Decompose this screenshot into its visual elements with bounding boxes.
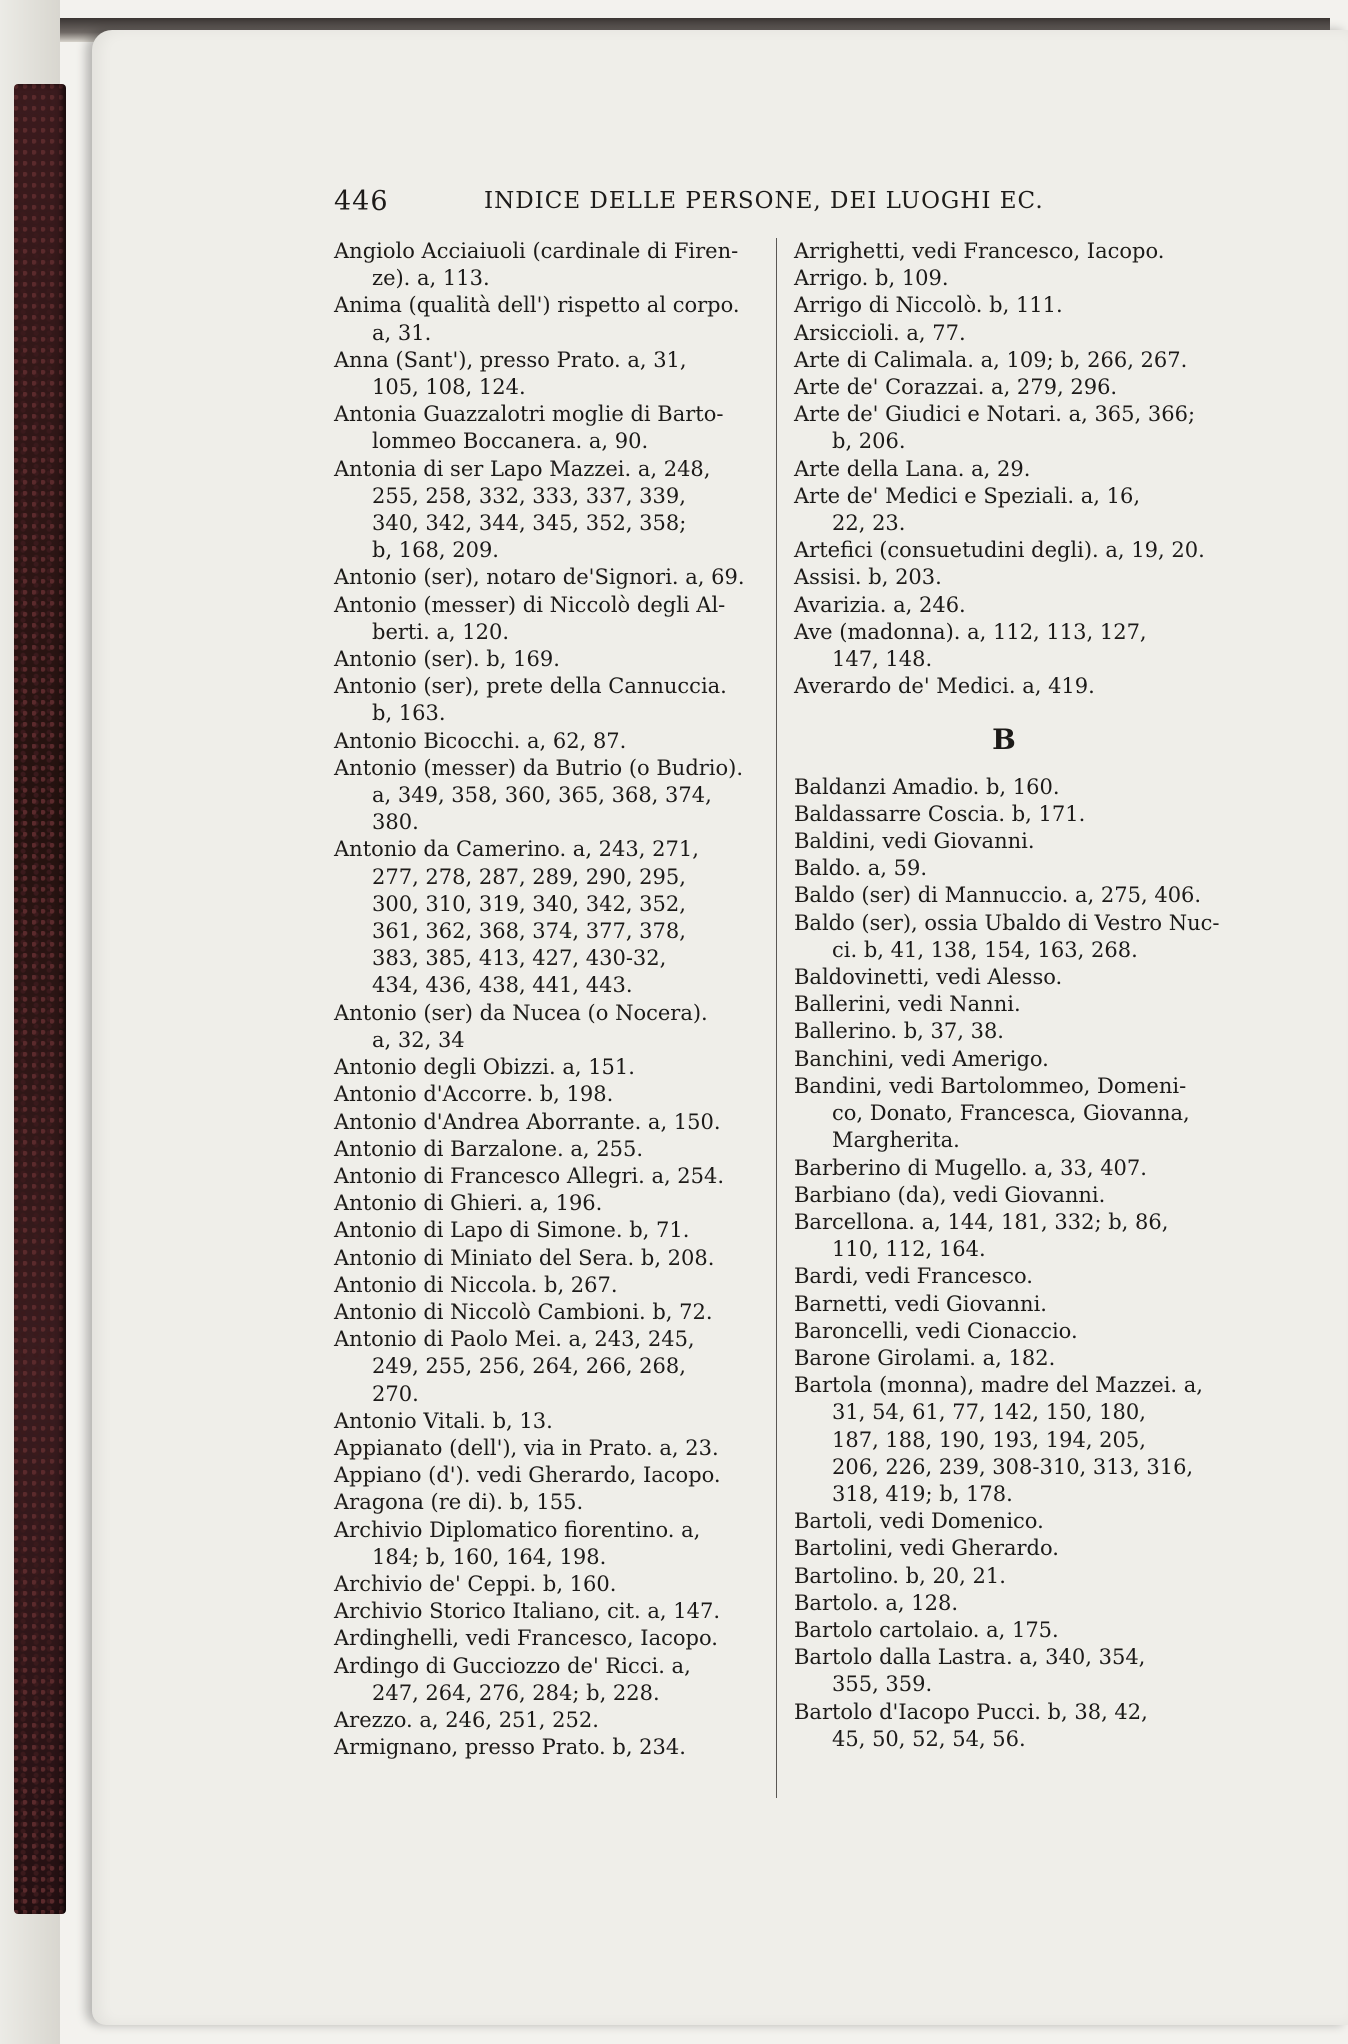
index-entry-line: Arte de' Corazzai. a, 279, 296.: [794, 375, 1118, 400]
index-entry-continuation: b, 206.: [832, 429, 906, 454]
index-entry-line: Antonio (ser) da Nucea (o Nocera).: [334, 1000, 708, 1025]
index-entry-line: Bandini, vedi Bartolommeo, Domeni-: [794, 1073, 1187, 1098]
index-entry: [794, 238, 1224, 265]
index-entry-line: Antonio di Francesco Allegri. a, 254.: [334, 1163, 725, 1188]
index-entry: [794, 1617, 1224, 1644]
index-entry: [794, 673, 1224, 700]
index-entry: [334, 646, 754, 673]
page-header: [334, 186, 1194, 216]
index-entry-line: Baldini, vedi Giovanni.: [794, 829, 1035, 854]
index-entry: [334, 1462, 754, 1489]
index-entry-line: Appianato (dell'), via in Prato. a, 23.: [334, 1435, 719, 1460]
index-entry-continuation: 380.: [372, 810, 419, 835]
index-entry: [794, 964, 1224, 991]
index-entry: [334, 673, 754, 727]
index-entry: [334, 1517, 754, 1571]
index-entry-line: Baldo (ser), ossia Ubaldo di Vestro Nuc-: [794, 910, 1220, 935]
index-entry: [794, 564, 1224, 591]
index-entry-line: Anima (qualità dell') rispetto al corpo.: [334, 293, 740, 318]
index-entry-continuation: lommeo Boccanera. a, 90.: [372, 429, 649, 454]
index-entry-line: Ardinghelli, vedi Francesco, Iacopo.: [334, 1626, 718, 1651]
index-entry: [334, 1734, 754, 1761]
index-entry-line: Arezzo. a, 246, 251, 252.: [334, 1707, 599, 1732]
index-entry-line: Arte della Lana. a, 29.: [794, 456, 1031, 481]
index-entry-continuation: 45, 50, 52, 54, 56.: [832, 1726, 1026, 1751]
index-entry: [334, 1109, 754, 1136]
index-entry-line: Ave (madonna). a, 112, 113, 127,: [794, 619, 1147, 644]
index-entry-continuation: 105, 108, 124.: [372, 375, 526, 400]
index-entry-continuation: 318, 419; b, 178.: [832, 1481, 1013, 1506]
index-entry-continuation: 361, 362, 368, 374, 377, 378,: [372, 919, 686, 944]
index-entry-continuation: 249, 255, 256, 264, 266, 268,: [372, 1354, 686, 1379]
index-entry-continuation: 206, 226, 239, 308-310, 313, 316,: [832, 1454, 1194, 1479]
index-entry-line: Barbiano (da), vedi Giovanni.: [794, 1182, 1106, 1207]
index-column-left: [334, 238, 754, 1761]
index-entry-line: Artefici (consuetudini degli). a, 19, 20.: [794, 538, 1205, 563]
index-entry-line: Antonio da Camerino. a, 243, 271,: [334, 837, 699, 862]
index-entry: [334, 1190, 754, 1217]
index-entry: [794, 265, 1224, 292]
index-entry-line: Baldanzi Amadio. b, 160.: [794, 774, 1060, 799]
index-entry-line: Antonio di Miniato del Sera. b, 208.: [334, 1245, 715, 1270]
index-entry: [334, 238, 754, 292]
index-entry: [334, 347, 754, 401]
index-entry: [794, 991, 1224, 1018]
index-entry-continuation: 255, 258, 332, 333, 337, 339,: [372, 483, 686, 508]
index-entry-line: Arrighetti, vedi Francesco, Iacopo.: [794, 239, 1165, 263]
index-entry-line: Armignano, presso Prato. b, 234.: [334, 1735, 686, 1760]
index-entry: [794, 292, 1224, 319]
index-entry-line: Banchini, vedi Amerigo.: [794, 1046, 1049, 1071]
index-entry-line: Arrigo. b, 109.: [794, 266, 949, 291]
index-entry-line: Bartoli, vedi Domenico.: [794, 1509, 1044, 1534]
index-entry-continuation: 383, 385, 413, 427, 430-32,: [372, 946, 667, 971]
index-entry-line: Barberino di Mugello. a, 33, 407.: [794, 1155, 1147, 1180]
index-entry: [794, 1644, 1224, 1698]
index-entry: [794, 320, 1224, 347]
index-entry: [794, 1018, 1224, 1045]
index-entry: [334, 1299, 754, 1326]
index-entry-line: Antonia Guazzalotri moglie di Barto-: [334, 402, 724, 427]
index-entry-line: Arte di Calimala. a, 109; b, 266, 267.: [794, 347, 1188, 372]
index-entry-continuation: b, 168, 209.: [372, 538, 499, 563]
index-entry-line: Baldo. a, 59.: [794, 856, 928, 881]
index-entry-line: Antonio di Lapo di Simone. b, 71.: [334, 1218, 690, 1243]
index-entry-line: Antonio di Paolo Mei. a, 243, 245,: [334, 1327, 695, 1352]
index-entry: [334, 1598, 754, 1625]
index-entry-line: Averardo de' Medici. a, 419.: [794, 674, 1095, 699]
index-entry: [334, 836, 754, 999]
index-entry-continuation: a, 31.: [372, 320, 432, 345]
index-entry-continuation: 300, 310, 319, 340, 342, 352,: [372, 891, 686, 916]
index-entry-line: Antonio (messer) di Niccolò degli Al-: [334, 592, 726, 617]
index-entry-continuation: 247, 264, 276, 284; b, 228.: [372, 1680, 660, 1705]
index-entry: [334, 728, 754, 755]
index-entry-line: Archivio Diplomatico fiorentino. a,: [334, 1517, 701, 1542]
index-entry-line: Arrigo di Niccolò. b, 111.: [794, 293, 1063, 318]
index-entry-line: Ballerini, vedi Nanni.: [794, 992, 1021, 1017]
index-entry-line: Antonio (ser). b, 169.: [334, 647, 560, 672]
index-entry-line: Antonio di Niccola. b, 267.: [334, 1272, 618, 1297]
index-entry: [794, 1318, 1224, 1345]
index-entry: [334, 1408, 754, 1435]
index-entry: [794, 1535, 1224, 1562]
index-entry-line: Bartolo. a, 128.: [794, 1590, 959, 1615]
index-entry-line: Barone Girolami. a, 182.: [794, 1345, 1056, 1370]
index-entry-line: Arsiccioli. a, 77.: [794, 320, 966, 345]
section-letter: B: [992, 723, 1016, 757]
index-entry: [334, 1163, 754, 1190]
index-entry: [794, 374, 1224, 401]
index-column-right: [794, 238, 1224, 1753]
index-entry: [794, 1291, 1224, 1318]
index-entry: [334, 292, 754, 346]
index-entry-line: Antonio di Barzalone. a, 255.: [334, 1136, 644, 1161]
column-divider: [776, 238, 777, 1798]
index-entry-line: Bartola (monna), madre del Mazzei. a,: [794, 1373, 1203, 1398]
index-entry: [334, 1489, 754, 1516]
index-entry: [334, 1435, 754, 1462]
index-entry-continuation: 184; b, 160, 164, 198.: [372, 1544, 607, 1569]
index-entry-line: Bartolo d'Iacopo Pucci. b, 38, 42,: [794, 1699, 1148, 1724]
index-entry-line: Antonio degli Obizzi. a, 151.: [334, 1055, 635, 1080]
index-entry-line: Angiolo Acciaiuoli (cardinale di Firen-: [334, 239, 739, 263]
index-entry: [794, 1209, 1224, 1263]
index-entry: [794, 828, 1224, 855]
index-entry-continuation: 31, 54, 61, 77, 142, 150, 180,: [832, 1400, 1146, 1425]
index-entry: [334, 401, 754, 455]
index-entry-line: Bartolo cartolaio. a, 175.: [794, 1617, 1059, 1642]
book-spine: [14, 84, 66, 1914]
index-entry: [334, 1707, 754, 1734]
index-entry-line: Antonio Vitali. b, 13.: [334, 1408, 553, 1433]
index-entry-line: Antonio (ser), notaro de'Signori. a, 69.: [334, 565, 745, 590]
index-entry: [794, 1345, 1224, 1372]
index-entry: [334, 592, 754, 646]
index-entry-line: Arte de' Giudici e Notari. a, 365, 366;: [794, 402, 1196, 427]
index-entry: [334, 1054, 754, 1081]
index-group-a: [794, 238, 1224, 700]
index-entry-continuation: 277, 278, 287, 289, 290, 295,: [372, 864, 686, 889]
index-entry: [334, 1625, 754, 1652]
index-group-b: [794, 774, 1224, 1753]
index-entry: [794, 1155, 1224, 1182]
index-entry-line: Archivio de' Ceppi. b, 160.: [334, 1571, 617, 1596]
index-entry: [794, 1563, 1224, 1590]
index-entry: [334, 1217, 754, 1244]
index-entry: [794, 1699, 1224, 1753]
index-entry-line: Antonia di ser Lapo Mazzei. a, 248,: [334, 456, 711, 481]
index-entry-line: Antonio (ser), prete della Cannuccia.: [334, 674, 727, 699]
index-entry: [334, 1326, 754, 1408]
index-entry-line: Avarizia. a, 246.: [794, 592, 966, 617]
index-entry-continuation: 340, 342, 344, 345, 352, 358;: [372, 511, 687, 536]
index-entry: [334, 456, 754, 565]
index-entry-line: Baldassarre Coscia. b, 171.: [794, 801, 1086, 826]
index-entry: [794, 882, 1224, 909]
index-entry: [334, 755, 754, 837]
index-entry: [334, 1136, 754, 1163]
index-entry-line: Antonio d'Andrea Aborrante. a, 150.: [334, 1109, 721, 1134]
index-entry-continuation: 187, 188, 190, 193, 194, 205,: [832, 1427, 1146, 1452]
index-entry: [794, 1508, 1224, 1535]
index-entry-line: Antonio di Ghieri. a, 196.: [334, 1191, 603, 1216]
index-entry-continuation: 110, 112, 164.: [832, 1237, 986, 1262]
index-entry: [794, 401, 1224, 455]
index-entry-line: Bardi, vedi Francesco.: [794, 1264, 1033, 1289]
index-entry: [334, 564, 754, 591]
index-entry: [794, 483, 1224, 537]
index-entry-continuation: ze). a, 113.: [372, 266, 490, 291]
index-entry-line: Antonio Bicocchi. a, 62, 87.: [334, 728, 627, 753]
index-entry: [334, 1653, 754, 1707]
index-entry-continuation: a, 349, 358, 360, 365, 368, 374,: [372, 783, 712, 808]
index-entry: [794, 1046, 1224, 1073]
index-entry-line: Anna (Sant'), presso Prato. a, 31,: [334, 347, 687, 372]
index-entry-line: Bartolini, vedi Gherardo.: [794, 1536, 1059, 1561]
index-entry-line: Baldo (ser) di Mannuccio. a, 275, 406.: [794, 883, 1202, 908]
index-entry: [794, 592, 1224, 619]
index-entry-line: Barcellona. a, 144, 181, 332; b, 86,: [794, 1209, 1169, 1234]
index-entry: [794, 619, 1224, 673]
index-entry-line: Barnetti, vedi Giovanni.: [794, 1291, 1047, 1316]
index-entry: [794, 1263, 1224, 1290]
index-entry: [794, 1073, 1224, 1155]
index-entry: [794, 910, 1224, 964]
index-entry: [334, 1000, 754, 1054]
index-entry-continuation: a, 32, 34: [372, 1027, 465, 1052]
index-entry: [794, 1372, 1224, 1508]
index-entry: [794, 1182, 1224, 1209]
index-entry: [334, 1081, 754, 1108]
index-entry-continuation: Margherita.: [832, 1128, 960, 1153]
index-entry: [794, 855, 1224, 882]
index-entry-continuation: 147, 148.: [832, 647, 933, 672]
index-entry: [334, 1571, 754, 1598]
index-entry-continuation: b, 163.: [372, 701, 446, 726]
index-entry: [794, 1590, 1224, 1617]
index-entry-line: Archivio Storico Italiano, cit. a, 147.: [334, 1599, 721, 1624]
index-entry-continuation: 270.: [372, 1381, 419, 1406]
index-entry-line: Ardingo di Gucciozzo de' Ricci. a,: [334, 1653, 691, 1678]
index-entry-line: Baldovinetti, vedi Alesso.: [794, 965, 1063, 990]
page-title: INDICE DELLE PERSONE, DEI LUOGHI EC.: [484, 188, 1044, 214]
index-entry-line: Antonio (messer) da Butrio (o Budrio).: [334, 755, 744, 780]
index-entry-line: Aragona (re di). b, 155.: [334, 1490, 584, 1515]
index-entry-line: Bartolino. b, 20, 21.: [794, 1563, 1006, 1588]
index-entry: [794, 774, 1224, 801]
index-entry-line: Baroncelli, vedi Cionaccio.: [794, 1318, 1078, 1343]
index-entry: [794, 537, 1224, 564]
index-entry: [334, 1245, 754, 1272]
index-entry-line: Antonio d'Accorre. b, 198.: [334, 1082, 614, 1107]
index-entry-continuation: 434, 436, 438, 441, 443.: [372, 973, 633, 998]
index-entry-continuation: ci. b, 41, 138, 154, 163, 268.: [832, 937, 1138, 962]
index-entry-line: Appiano (d'). vedi Gherardo, Iacopo.: [334, 1463, 721, 1488]
index-entry-continuation: co, Donato, Francesca, Giovanna,: [832, 1101, 1190, 1126]
index-entry: [794, 456, 1224, 483]
page-number: 446: [334, 186, 389, 217]
index-entry-continuation: berti. a, 120.: [372, 619, 510, 644]
index-entry: [794, 801, 1224, 828]
index-entry-line: Assisi. b, 203.: [794, 565, 942, 590]
index-entry: [794, 347, 1224, 374]
index-entry: [334, 1272, 754, 1299]
index-entry-continuation: 355, 359.: [832, 1672, 933, 1697]
index-entry-line: Arte de' Medici e Speziali. a, 16,: [794, 483, 1141, 508]
index-entry-continuation: 22, 23.: [832, 511, 906, 536]
index-entry-line: Bartolo dalla Lastra. a, 340, 354,: [794, 1645, 1146, 1670]
index-entry-line: Ballerino. b, 37, 38.: [794, 1019, 1004, 1044]
index-entry-line: Antonio di Niccolò Cambioni. b, 72.: [334, 1299, 713, 1324]
